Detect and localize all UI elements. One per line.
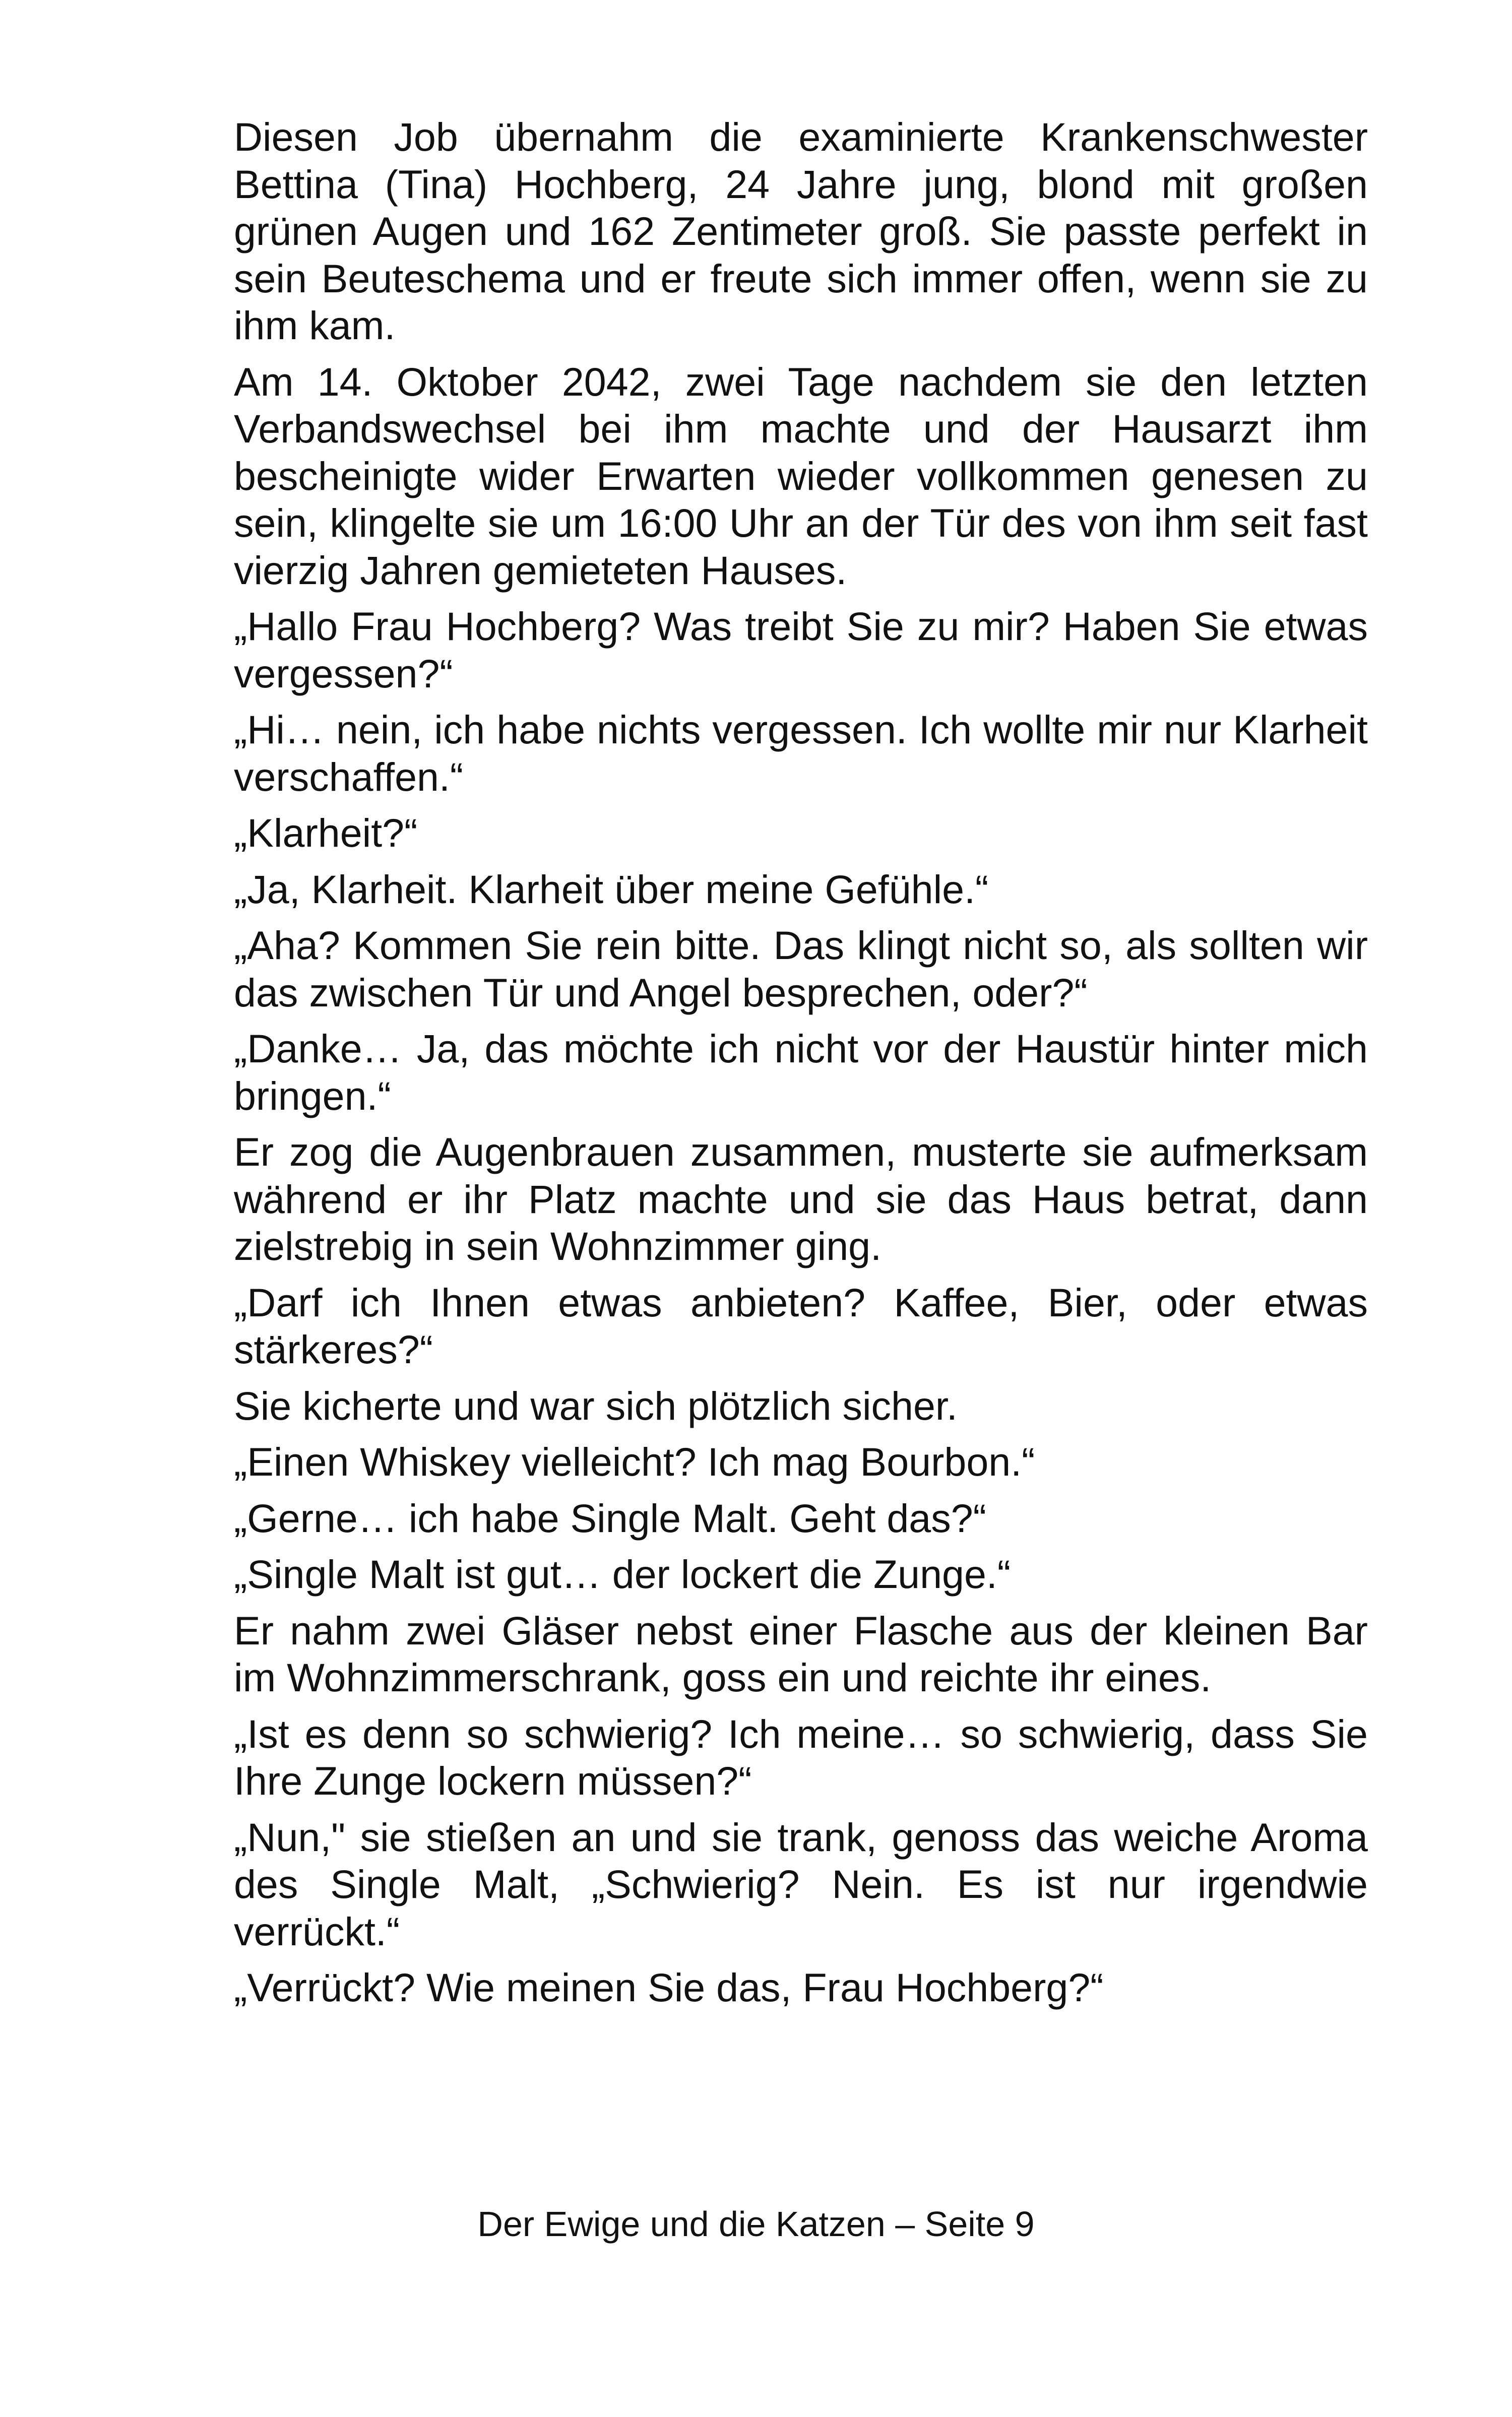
paragraph-18: „Verrückt? Wie meinen Sie das, Frau Hochberg?“ — [234, 1965, 1104, 2010]
paragraph-10: „Darf ich Ihnen etwas anbieten? Kaffee, Bier, oder etwas stärkeres?“ — [234, 1280, 1368, 1372]
paragraph-9: Er zog die Augenbrauen zusammen, musterte sie aufmerksam während er ihr Platz machte und sie das Haus betrat, dann zielstrebig in sein Wohnzimmer ging. — [234, 1129, 1368, 1268]
body-text — [234, 113, 1368, 2020]
paragraph-14: „Single Malt ist gut… der lockert die Zunge.“ — [234, 1552, 1011, 1597]
paragraph-17: „Nun," sie stießen an und sie trank, genoss das weiche Aroma des Single Malt, „Schwierig? Nein. Es ist nur irgendwie verrückt.“ — [234, 1814, 1368, 1954]
paragraph-8: „Danke… Ja, das möchte ich nicht vor der Haustür hinter mich bringen.“ — [234, 1026, 1368, 1118]
paragraph-13: „Gerne… ich habe Single Malt. Geht das?“ — [234, 1495, 986, 1541]
paragraph-7: „Aha? Kommen Sie rein bitte. Das klingt nicht so, als sollten wir das zwischen Tür und Angel besprechen, oder?“ — [234, 923, 1368, 1015]
paragraph-4: „Hi… nein, ich habe nichts vergessen. Ich wollte mir nur Klarheit verschaffen.“ — [234, 707, 1368, 799]
paragraph-1: Diesen Job übernahm die examinierte Krankenschwester Bettina (Tina) Hochberg, 24 Jahre jung, blond mit großen grünen Augen und 162 Zentimeter groß. Sie passte perfekt in sein Beuteschema und er freute sich immer offen, wenn sie zu ihm kam. — [234, 114, 1368, 348]
paragraph-16: „Ist es denn so schwierig? Ich meine… so schwierig, dass Sie Ihre Zunge lockern müssen?“ — [234, 1711, 1368, 1803]
paragraph-11: Sie kicherte und war sich plötzlich sicher. — [234, 1383, 958, 1428]
paragraph-3: „Hallo Frau Hochberg? Was treibt Sie zu mir? Haben Sie etwas vergessen?“ — [234, 604, 1368, 696]
paragraph-6: „Ja, Klarheit. Klarheit über meine Gefühle.“ — [234, 866, 989, 912]
paragraph-12: „Einen Whiskey vielleicht? Ich mag Bourbon.“ — [234, 1439, 1035, 1484]
paragraph-15: Er nahm zwei Gläser nebst einer Flasche aus der kleinen Bar im Wohnzimmerschrank, goss ein und reichte ihr eines. — [234, 1608, 1368, 1700]
paragraph-5: „Klarheit?“ — [234, 810, 418, 855]
page-footer: Der Ewige und die Katzen – Seite 9 — [477, 2204, 1035, 2244]
paragraph-2: Am 14. Oktober 2042, zwei Tage nachdem sie den letzten Verbandswechsel bei ihm machte und der Hausarzt ihm bescheinigte wider Erwarten wieder vollkommen genesen zu sein, klingelte sie um 16:00 Uhr an der Tür des von ihm seit fast vierzig Jahren gemieteten Hauses. — [234, 359, 1368, 593]
